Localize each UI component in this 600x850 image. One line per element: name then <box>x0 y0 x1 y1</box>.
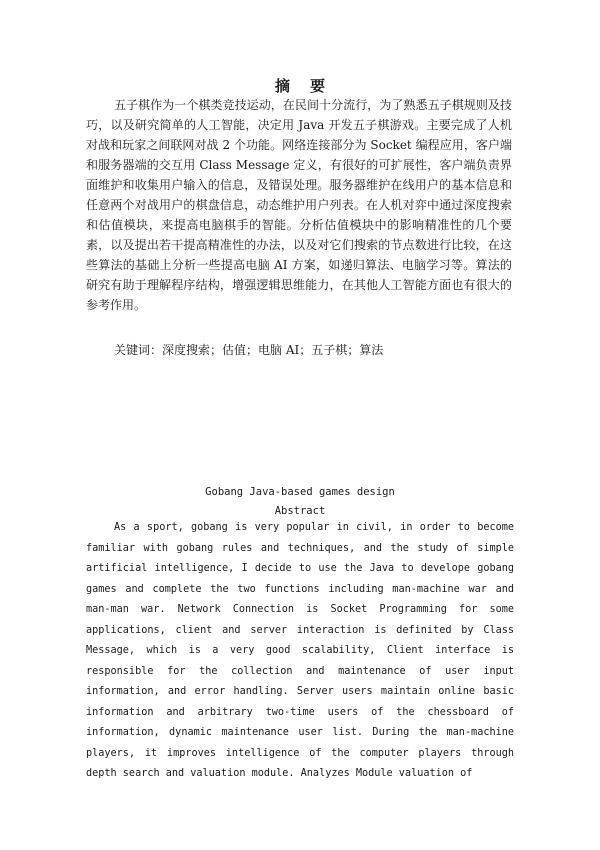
chinese-abstract-body: 五子棋作为一个棋类竞技运动，在民间十分流行，为了熟悉五子棋规则及技巧，以及研究简单的人工智能，决定用 Java 开发五子棋游戏。主要完成了人机对战和玩家之间联网对战 2 个功能。网络连接部分为 Socket 编程应用，客户端和服务器端的交互用 Class Message 定义，有很好的可扩展性，客户端负责界面维护和收集用户输入的信息，及错误处理。服务器维护在线用户的基本信息和任意两个对战用户的棋盘信息，动态维护用户列表。在人机对弈中通过深度搜索和估值模块，来提高电脑棋手的智能。分析估值模块中的影响精准性的几个要素，以及提出若干提高精准性的办法，以及对它们搜索的节点数进行比较，在这些算法的基础上分析一些提高电脑 AI 方案，如递归算法、电脑学习等。算法的研究有助于理解程序结构，增强逻辑思维能力，在其他人工智能方面也有很大的参考作用。 <box>86 98 512 312</box>
chinese-abstract-title: 摘要 <box>274 77 345 95</box>
english-abstract-body: As a sport, gobang is very popular in civil, in order to become familiar with gobang rules and techniques, and the study of simple artificial intelligence, I decide to use the Java to develope gobang games and complete the two functions including man-machine war and man-man war. Network Connection is Socket Programming for some applications, client and server interaction is definited by Class Message, which is a very good scalability, Client interface is responsible for the collection and maintenance of user input information, and error handling. Server users maintain online basic information and arbitrary two-time users of the chessboard of information, dynamic maintenance user list. During the man-machine players, it improves intelligence of the computer players through depth search and valuation module. Analyzes Module valuation of <box>86 522 514 779</box>
english-paper-title: Gobang Java-based games design <box>205 486 395 498</box>
chinese-keywords: 关键词：深度搜索；估值；电脑 AI；五子棋；算法 <box>114 343 384 357</box>
english-abstract-heading: Abstract <box>274 505 326 517</box>
